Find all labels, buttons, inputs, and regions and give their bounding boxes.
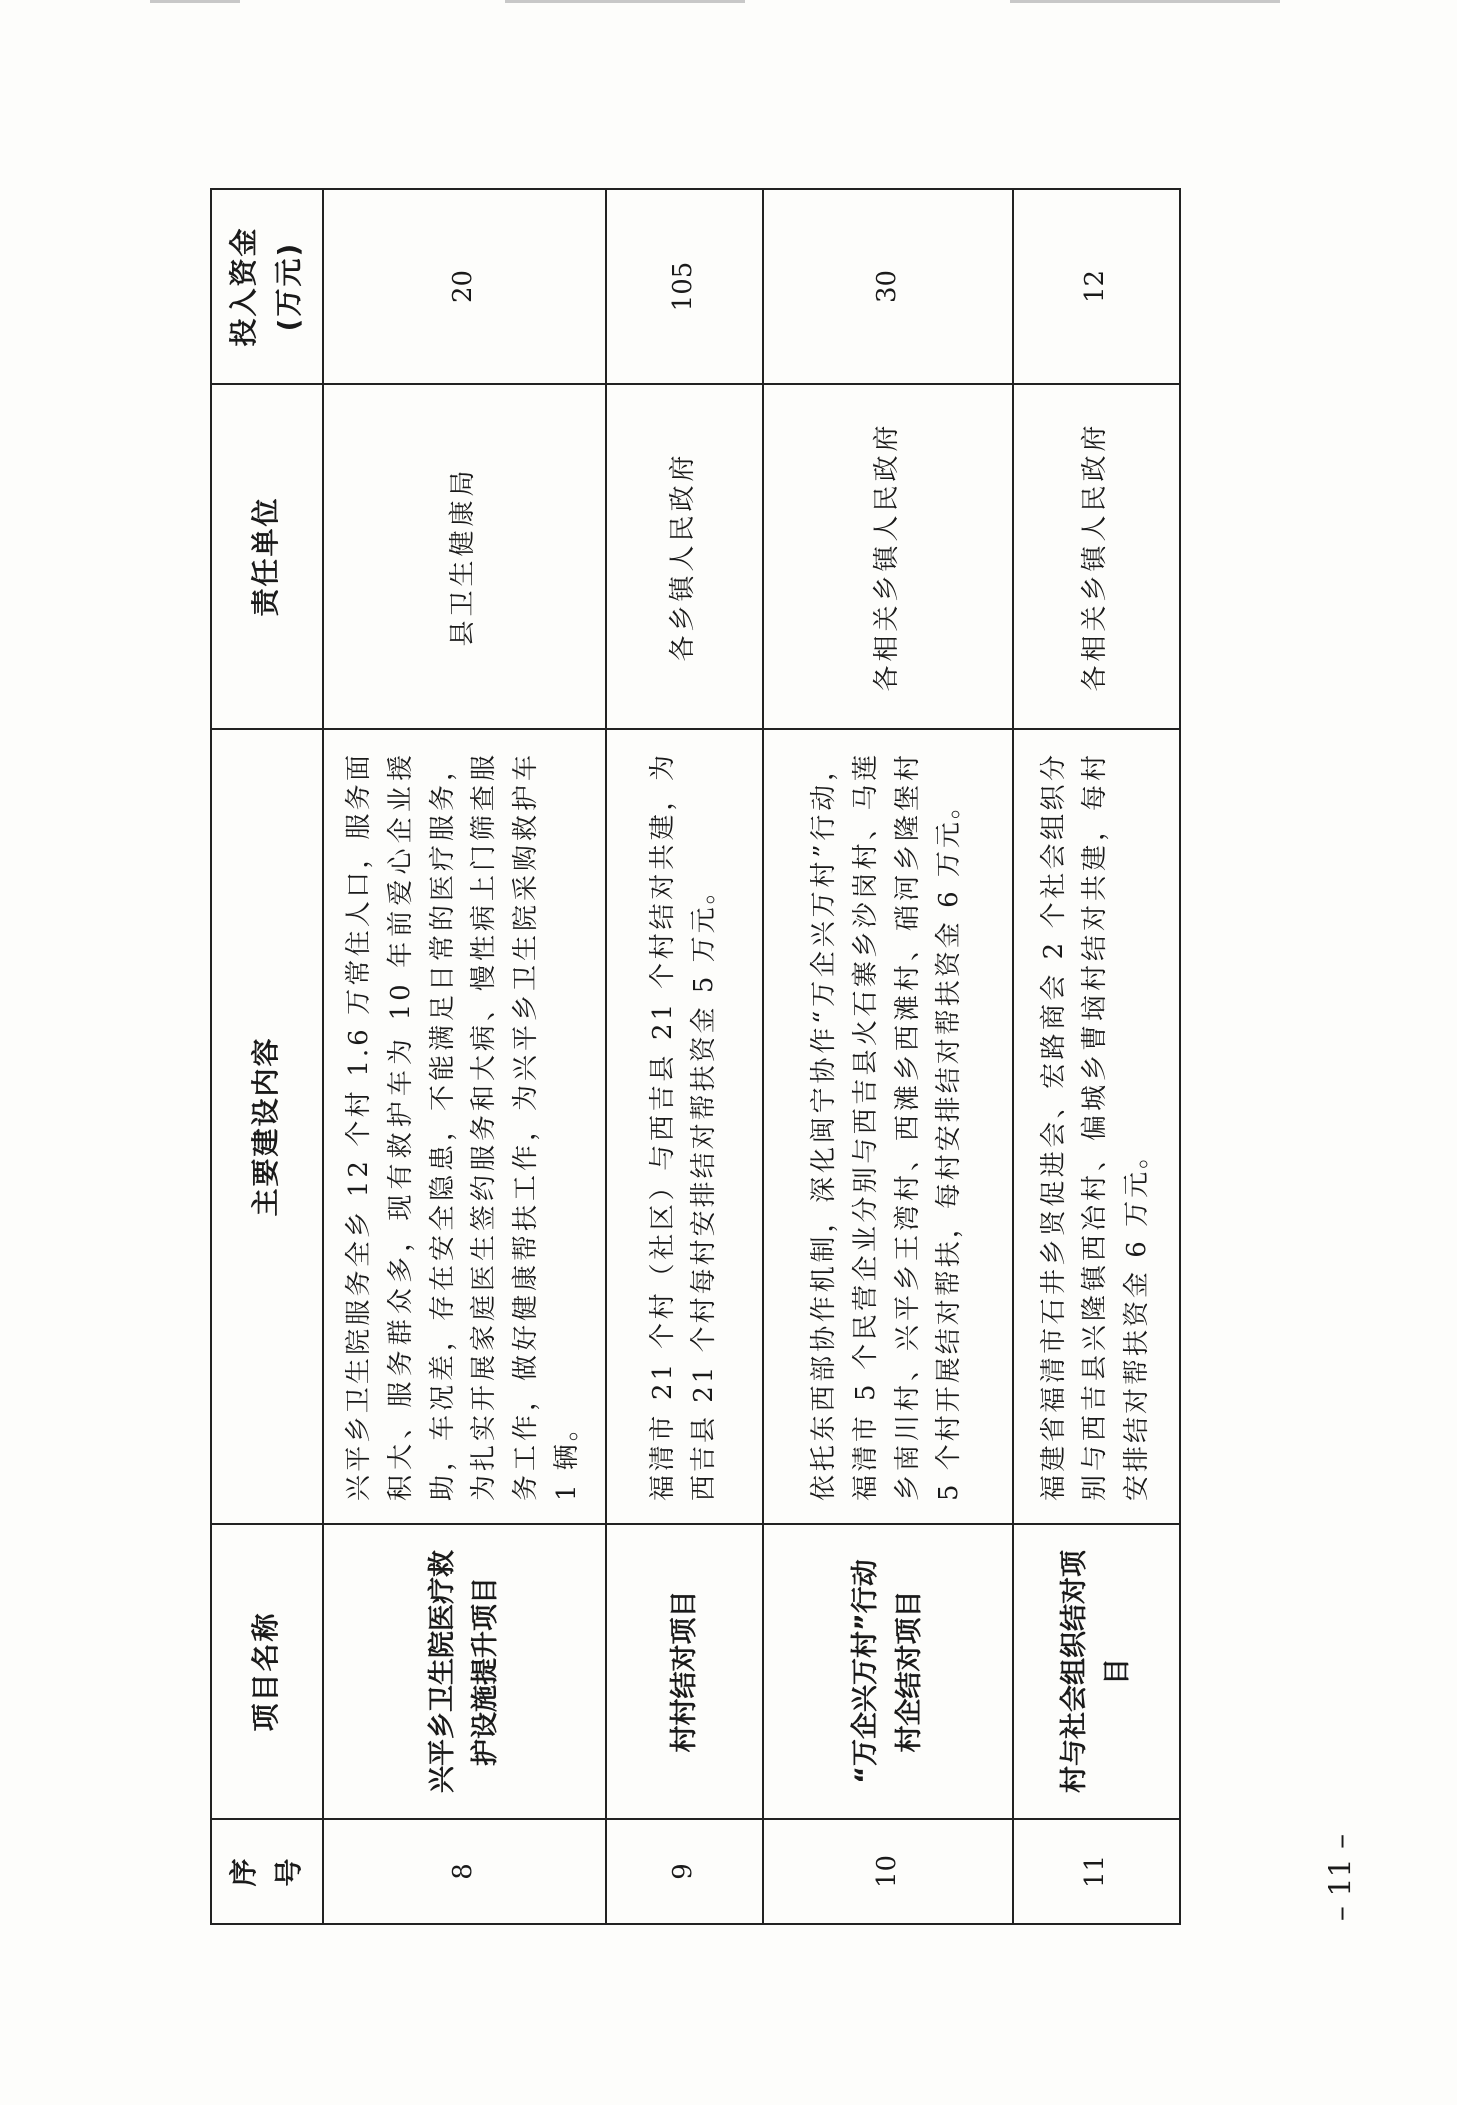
header-responsible-unit: 责任单位 [211, 384, 323, 729]
row-unit: 各相关乡镇人民政府 [1013, 384, 1180, 729]
table-row [763, 189, 1013, 1924]
table-header-row [211, 189, 323, 1924]
row-project-name: 兴平乡卫生院医疗救护设施提升项目 [323, 1524, 606, 1819]
row-seq: 8 [323, 1819, 606, 1924]
row-amount: 105 [606, 189, 763, 384]
header-investment [211, 189, 323, 384]
row-content: 依托东西部协作机制，深化闽宁协作“万企兴万村”行动，福清市 5 个民营企业分别与西吉县火石寨乡沙岗村、马莲乡南川村、兴平乡王湾村、西滩乡西滩村、硝河乡隆堡村 5 个村开展结对帮扶，每村安排结对帮扶资金 6 万元。 [763, 729, 1013, 1524]
row-amount: 12 [1013, 189, 1180, 384]
row-unit: 县卫生健康局 [323, 384, 606, 729]
header-investment-line1: 投入资金 [227, 226, 260, 347]
row-seq: 11 [1013, 1819, 1180, 1924]
header-project-name: 项目名称 [211, 1524, 323, 1819]
row-content: 福建省福清市石井乡贤促进会、宏路商会 2 个社会组织分别与西吉县兴隆镇西冶村、偏城乡曹垴村结对共建，每村安排结对帮扶资金 6 万元。 [1013, 729, 1180, 1524]
row-content: 兴平乡卫生院服务全乡 12 个村 1.6 万常住人口，服务面积大、服务群众多，现有救护车为 10 年前爱心企业援助，车况差，存在安全隐患，不能满足日常的医疗服务，为扎实开展家庭医生签约服务和大病、慢性病上门筛查服务工作，做好健康帮扶工作，为兴平乡卫生院采购救护车 1 辆。 [323, 729, 606, 1524]
scan-artifact [505, 0, 745, 3]
table-row [1013, 189, 1180, 1924]
project-table [210, 188, 1181, 1925]
header-main-content: 主要建设内容 [211, 729, 323, 1524]
row-amount: 30 [763, 189, 1013, 384]
scan-artifact [1010, 0, 1280, 3]
header-seq: 序号 [211, 1819, 323, 1924]
row-unit: 各相关乡镇人民政府 [763, 384, 1013, 729]
rotated-page [210, 190, 1152, 1925]
row-unit: 各乡镇人民政府 [606, 384, 763, 729]
header-investment-line2: (万元) [271, 241, 305, 332]
row-amount: 20 [323, 189, 606, 384]
scan-artifact [150, 0, 240, 3]
row-project-name: 村与社会组织结对项目 [1013, 1524, 1180, 1819]
row-project-name: 村村结对项目 [606, 1524, 763, 1819]
table-row [606, 189, 763, 1924]
row-seq: 9 [606, 1819, 763, 1924]
page-number: – 11 – [1323, 1833, 1359, 1922]
row-project-name: “万企兴万村”行动村企结对项目 [763, 1524, 1013, 1819]
row-content: 福清市 21 个村（社区）与西吉县 21 个村结对共建，为西吉县 21 个村每村安排结对帮扶资金 5 万元。 [606, 729, 763, 1524]
table-row [323, 189, 606, 1924]
row-seq: 10 [763, 1819, 1013, 1924]
